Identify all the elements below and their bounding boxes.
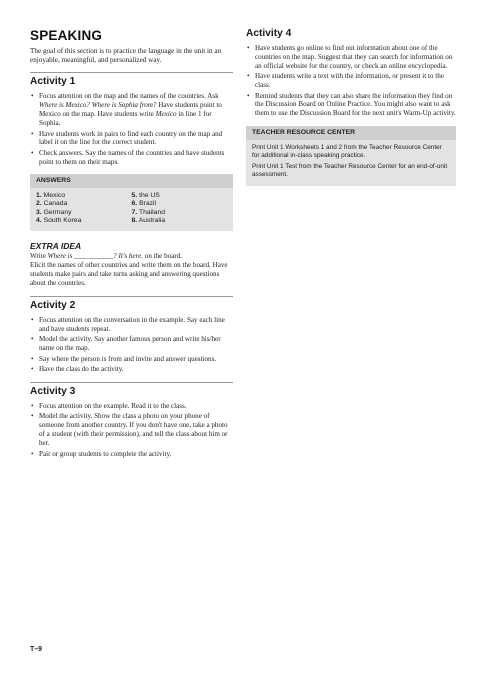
answer-item: 1. Mexico	[36, 191, 66, 199]
activity-3-bullet-1: • Focus attention on the example. Read it to the class.	[30, 402, 233, 411]
activity-1-title: Activity 1	[30, 76, 76, 88]
extra-idea-text: Write Where is ___________? It's here. on the board. Elicit the names of other countries and write them on the board. Have students make pairs and take turns asking and answering questions about the countries.	[30, 252, 228, 288]
activity-3-title: Activity 3	[30, 385, 76, 397]
activity-4-list	[246, 44, 456, 118]
answer-item: 7. Thailand	[131, 208, 166, 216]
activity-4-bullet-1: • Have students go online to find out information about one of the countries on the map. Suggest that they can search for information on an official website for the country, or check an online encyclopedia.	[246, 44, 456, 71]
activity-4-title: Activity 4	[246, 28, 292, 39]
activity-1-bullet-2: • Have students work in pairs to find each country on the map and label it on the line for the correct student.	[30, 130, 233, 148]
activity-1-list	[30, 92, 233, 166]
answer-item: 8. Australia	[131, 217, 166, 225]
teacher-resource-title: TEACHER RESOURCE CENTER	[246, 126, 456, 140]
activity-2-bullet-3: • Say where the person is from and invite and answer questions.	[30, 355, 233, 364]
answers-title: ANSWERS	[30, 174, 233, 188]
answer-item: 5. the US	[131, 191, 160, 199]
answer-item: 3. Germany	[36, 208, 72, 216]
activity-2-bullet-2: • Model the activity. Say another famous person and write his/her name on the map.	[30, 335, 233, 353]
activity-2-bullet-1: • Focus attention on the conversation in the example. Say each line and have students repeat.	[30, 316, 233, 334]
activity-3-list	[30, 402, 233, 458]
activity-4-bullet-2: • Have students write a text with the information, or present it to the class.	[246, 72, 456, 90]
left-column	[30, 28, 233, 460]
activity-4-bullet-3: • Remind students that they can also share the information they find on the Discussion Board on Online Practice. You might also want to ask them to use the Discussion Board for the next unit's Warm-Up activity.	[246, 92, 456, 119]
activity-2-list	[30, 316, 233, 374]
teacher-resource-line-2: Print Unit 1 Test from the Teacher Resource Center for an end-of-unit assessment.	[252, 162, 448, 178]
answers-box	[30, 174, 233, 231]
answer-item: 6. Brazil	[131, 200, 157, 208]
teacher-resource-box	[246, 126, 456, 186]
section-title: SPEAKING	[30, 28, 103, 43]
activity-1-bullet-1: • Focus attention on the map and the names of the countries. Ask Where is Mexico? Where is Sophia from? Have students point to Mexico on the map. Have students write Mexico in line 1 for Sophia.	[30, 92, 233, 128]
activity-3-bullet-3: • Pair or group students to complete the activity.	[30, 450, 233, 459]
activity-4	[246, 28, 456, 118]
answer-item: 2. Canada	[36, 200, 68, 208]
activity-1	[30, 72, 233, 231]
page-number: T–9	[30, 646, 43, 653]
activity-2	[30, 296, 233, 374]
right-column	[246, 28, 456, 186]
activity-2-title: Activity 2	[30, 300, 76, 312]
activity-1-bullet-3: • Check answers. Say the names of the countries and have students point to them on their maps.	[30, 149, 233, 167]
answer-item: 4. South Korea	[36, 217, 82, 225]
activity-2-bullet-4: • Have the class do the activity.	[30, 365, 233, 374]
teacher-resource-body	[246, 140, 456, 186]
teacher-resource-line-1: Print Unit 1 Worksheets 1 and 2 from the Teacher Resource Center for additional in-class speaking practice.	[252, 144, 442, 160]
activity-3	[30, 382, 233, 458]
extra-idea-title: EXTRA IDEA	[30, 241, 82, 252]
extra-idea	[30, 241, 233, 288]
answers-grid	[30, 188, 233, 231]
activity-3-bullet-2: • Model the activity. Show the class a photo on your phone of someone from another country. If you don't have one, take a photo of a student (with their permission), and tell the class about him or her.	[30, 412, 233, 448]
section-intro: The goal of this section is to practice the language in the unit in an enjoyable, meaningful, and personalized way.	[30, 47, 222, 65]
